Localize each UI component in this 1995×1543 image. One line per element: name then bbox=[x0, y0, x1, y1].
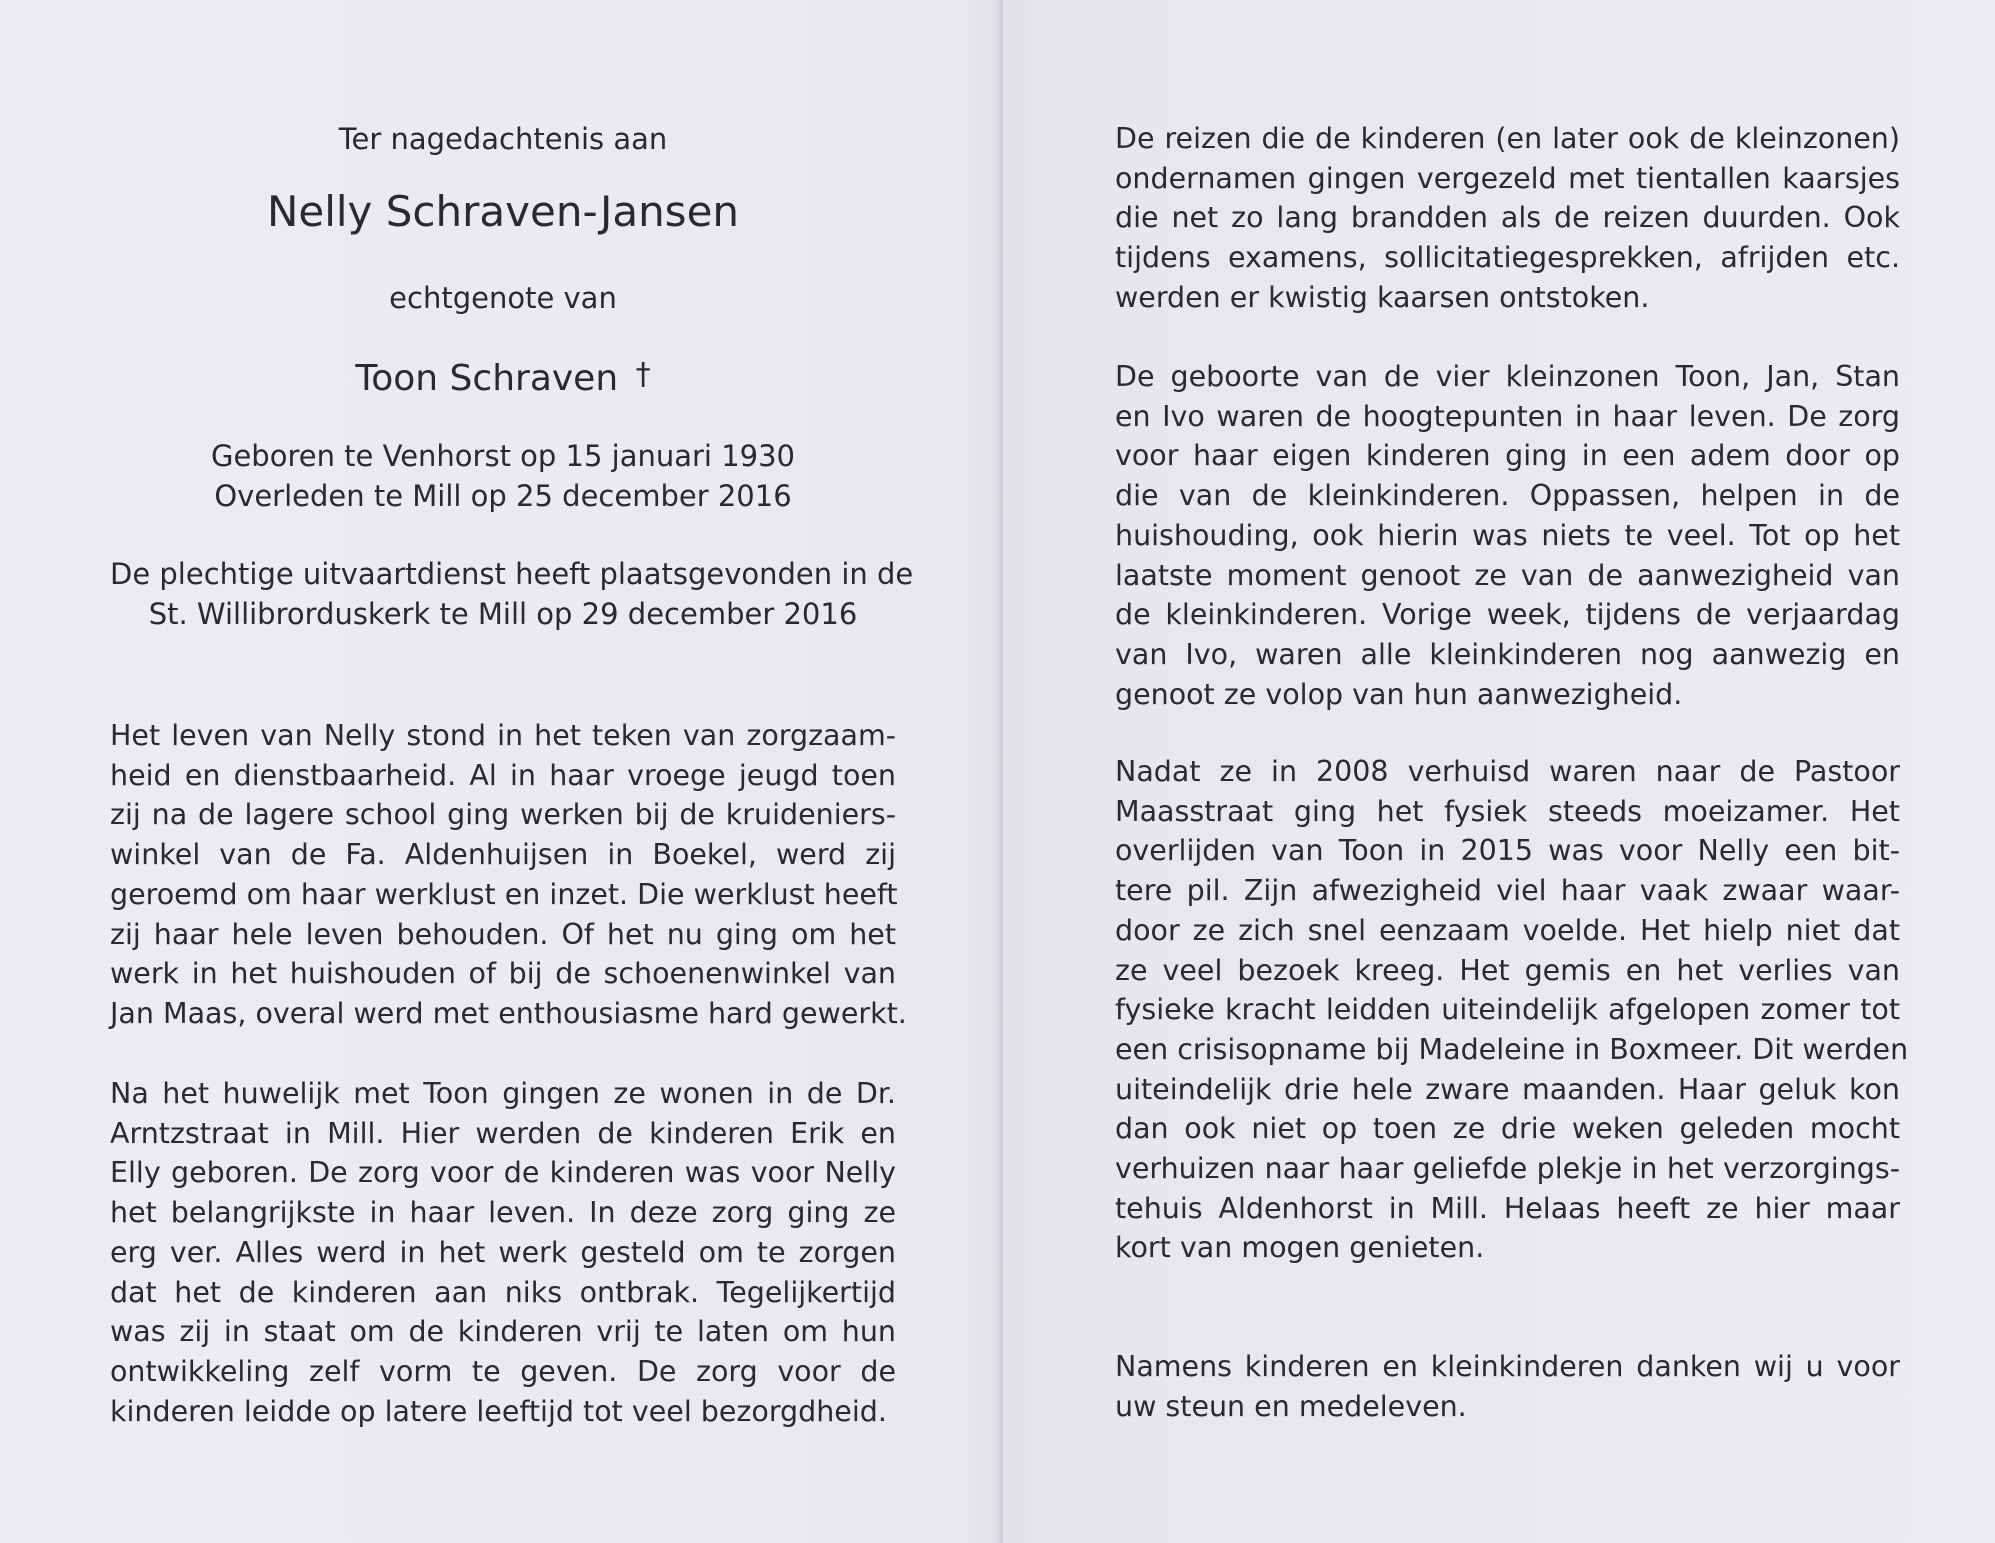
text-line: die net zo lang brandden als de reizen duurden. Ook bbox=[1115, 201, 1900, 235]
text-line: kinderen leidde op latere leeftijd tot veel bezorgdheid. bbox=[110, 1394, 887, 1428]
text-line: De geboorte van de vier kleinzonen Toon, Jan, Stan bbox=[1115, 360, 1900, 393]
text-line: de kleinkinderen. Vorige week, tijdens de verjaardag bbox=[1115, 598, 1900, 632]
card-fold bbox=[996, 0, 1010, 1543]
text-line: uiteindelijk drie hele zware maanden. Haar geluk kon bbox=[1115, 1072, 1900, 1106]
service-line-1: De plechtige uitvaartdienst heeft plaatsgevonden in de bbox=[110, 557, 914, 591]
died-line: Overleden te Mill op 25 december 2016 bbox=[214, 479, 792, 513]
text-line: dat het de kinderen aan niks ontbrak. Tegelijkertijd bbox=[110, 1275, 896, 1309]
text-line: fysieke kracht leidden uiteindelijk afgelopen zomer tot bbox=[1115, 993, 1900, 1027]
text-line: erg ver. Alles werd in het werk gesteld om te zorgen bbox=[110, 1235, 896, 1269]
text-line: het belangrijkste in haar leven. In deze zorg ging ze bbox=[110, 1196, 896, 1230]
text-line: uw steun en medeleven. bbox=[1115, 1389, 1467, 1423]
text-line: huishouding, ook hierin was niets te veel. Tot op het bbox=[1115, 518, 1900, 552]
right-page bbox=[1115, 0, 1909, 1543]
text-line: verhuizen naar haar geliefde plekje in het verzorgings- bbox=[1115, 1152, 1900, 1186]
text-line: Namens kinderen en kleinkinderen danken wij u voor bbox=[1115, 1350, 1900, 1383]
text-line: die van de kleinkinderen. Oppassen, helpen in de bbox=[1115, 479, 1900, 513]
born-line: Geboren te Venhorst op 15 januari 1930 bbox=[210, 439, 796, 473]
text-line: voor haar eigen kinderen ging in een adem door op bbox=[1115, 439, 1900, 473]
spouse-line bbox=[110, 352, 896, 402]
text-line: winkel van de Fa. Aldenhuijsen in Boekel, werd zij bbox=[110, 838, 896, 872]
text-line: werden er kwistig kaarsen ontstoken. bbox=[1115, 280, 1650, 314]
text-line: werk in het huishouden of bij de schoenenwinkel van bbox=[110, 957, 896, 991]
left-page bbox=[110, 0, 914, 1543]
intro-text: Ter nagedachtenis aan bbox=[338, 122, 668, 156]
text-line: genoot ze volop van hun aanwezigheid. bbox=[1115, 677, 1683, 711]
life-paragraph-1 bbox=[110, 716, 907, 1034]
spouse-label: echtgenote van bbox=[389, 281, 617, 315]
text-line: geroemd om haar werklust en inzet. Die werklust heeft bbox=[110, 877, 898, 911]
text-line: was zij in staat om de kinderen vrij te laten om hun bbox=[110, 1315, 896, 1349]
text-line: heid en dienstbaarheid. Al in haar vroege jeugd toen bbox=[110, 758, 896, 792]
text-line: Maasstraat ging het fysiek steeds moeizamer. Het bbox=[1115, 794, 1900, 828]
text-line: zij na de lagere school ging werken bij de kruideniers- bbox=[110, 798, 896, 832]
travel-paragraph bbox=[1115, 119, 1900, 318]
text-line: overlijden van Toon in 2015 was voor Nelly een bit- bbox=[1115, 834, 1900, 868]
text-line: laatste moment genoot ze van de aanwezigheid van bbox=[1115, 558, 1900, 592]
text-line: tijdens examens, sollicitatiegesprekken, afrijden etc. bbox=[1115, 241, 1900, 275]
cross-icon: † bbox=[635, 357, 651, 392]
text-line: ze veel bezoek kreeg. Het gemis en het verlies van bbox=[1115, 953, 1900, 987]
text-line: en Ivo waren de hoogtepunten in haar leven. De zorg bbox=[1115, 399, 1900, 433]
text-line: Jan Maas, overal werd met enthousiasme hard gewerkt. bbox=[110, 996, 907, 1030]
spouse-name: Toon Schraven bbox=[355, 358, 619, 399]
life-paragraph-2 bbox=[110, 1074, 896, 1431]
service-line-2: St. Willibrorduskerk te Mill op 29 december 2016 bbox=[148, 597, 858, 631]
text-line: Nadat ze in 2008 verhuisd waren naar de Pastoor bbox=[1115, 755, 1900, 788]
text-line: van Ivo, waren alle kleinkinderen nog aanwezig en bbox=[1115, 637, 1900, 671]
text-line: ontwikkeling zelf vorm te geven. De zorg voor de bbox=[110, 1354, 896, 1388]
deceased-name: Nelly Schraven-Jansen bbox=[266, 187, 740, 236]
text-line: zij haar hele leven behouden. Of het nu ging om het bbox=[110, 917, 896, 951]
text-line: Elly geboren. De zorg voor de kinderen was voor Nelly bbox=[110, 1156, 896, 1190]
closing-paragraph bbox=[1115, 1347, 1900, 1426]
text-line: dan ook niet op toen ze drie weken geleden mocht bbox=[1115, 1112, 1900, 1146]
later-years-paragraph bbox=[1115, 752, 1909, 1268]
text-line: De reizen die de kinderen (en later ook de kleinzonen) bbox=[1115, 122, 1900, 155]
grandchildren-paragraph bbox=[1115, 357, 1900, 714]
text-line: kort van mogen genieten. bbox=[1115, 1231, 1485, 1265]
text-line: Arntzstraat in Mill. Hier werden de kinderen Erik en bbox=[110, 1116, 896, 1150]
text-line: tehuis Aldenhorst in Mill. Helaas heeft ze hier maar bbox=[1115, 1191, 1900, 1225]
text-line: Na het huwelijk met Toon gingen ze wonen in de Dr. bbox=[110, 1077, 896, 1110]
text-line: ondernamen gingen vergezeld met tientallen kaarsjes bbox=[1115, 161, 1900, 195]
funeral-service bbox=[110, 554, 914, 634]
text-line: tere pil. Zijn afwezigheid viel haar vaak zwaar waar- bbox=[1115, 874, 1900, 908]
text-line: een crisisopname bij Madeleine in Boxmeer. Dit werden bbox=[1115, 1032, 1909, 1066]
text-line: Het leven van Nelly stond in het teken van zorgzaam- bbox=[110, 719, 896, 752]
text-line: door ze zich snel eenzaam voelde. Het hielp niet dat bbox=[1115, 913, 1900, 947]
life-dates bbox=[110, 436, 896, 516]
